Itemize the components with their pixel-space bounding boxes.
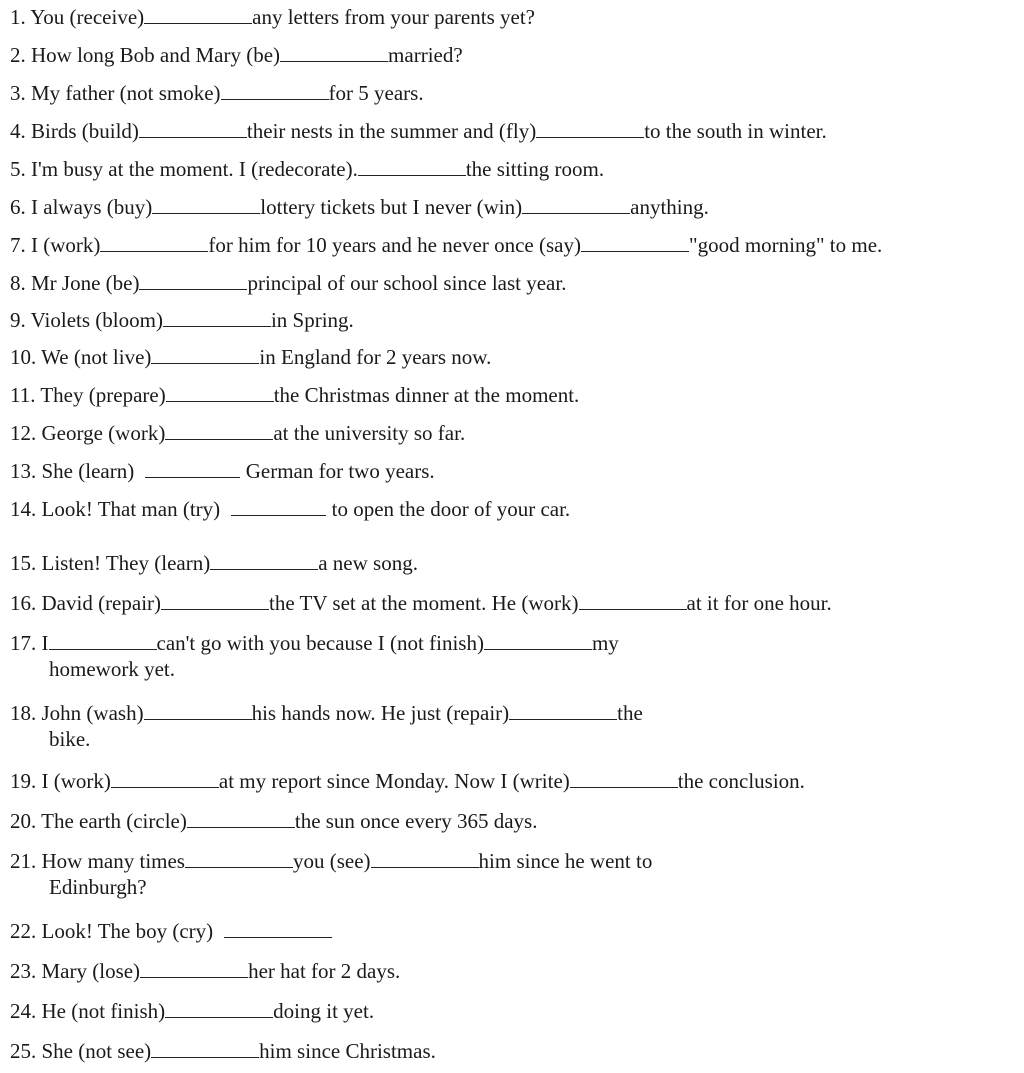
question-continuation: Edinburgh? (49, 875, 147, 899)
answer-blank[interactable] (358, 158, 466, 176)
answer-blank[interactable] (581, 234, 689, 252)
question-number: 25. (10, 1039, 37, 1063)
answer-blank[interactable] (484, 632, 592, 650)
question-continuation: homework yet. (49, 657, 175, 681)
question-number: 13. (10, 459, 37, 483)
question-20: 20. The earth (circle) the sun once every 365 days. (10, 809, 538, 833)
question-number: 3. (10, 81, 26, 105)
answer-blank[interactable] (100, 234, 208, 252)
question-number: 24. (10, 999, 37, 1023)
question-4: 4. Birds (build) their nests in the summer and (fly) to the south in winter. (10, 119, 827, 143)
question-number: 6. (10, 195, 26, 219)
question-number: 22. (10, 919, 37, 943)
question-10: 10. We (not live) in England for 2 years now. (10, 345, 492, 369)
answer-blank[interactable] (522, 196, 630, 214)
question-1: 1. You (receive) any letters from your parents yet? (10, 5, 535, 29)
answer-blank[interactable] (165, 422, 273, 440)
question-continuation: bike. (49, 727, 91, 751)
answer-blank[interactable] (579, 592, 687, 610)
answer-blank[interactable] (371, 850, 479, 868)
answer-blank[interactable] (144, 702, 252, 720)
question-13: 13. She (learn) German for two years. (10, 459, 435, 483)
answer-blank[interactable] (280, 44, 388, 62)
answer-blank[interactable] (165, 1000, 273, 1018)
question-15: 15. Listen! They (learn) a new song. (10, 551, 418, 575)
question-number: 23. (10, 959, 37, 983)
answer-blank[interactable] (536, 120, 644, 138)
answer-blank[interactable] (221, 82, 329, 100)
question-9: 9. Violets (bloom) in Spring. (10, 308, 354, 332)
question-number: 20. (10, 809, 37, 833)
question-number: 5. (10, 157, 26, 181)
question-number: 10. (10, 345, 37, 369)
question-number: 18. (10, 701, 37, 725)
answer-blank[interactable] (509, 702, 617, 720)
question-16: 16. David (repair) the TV set at the moment. He (work) at it for one hour. (10, 591, 832, 615)
question-6: 6. I always (buy) lottery tickets but I never (win) anything. (10, 195, 709, 219)
question-11: 11. They (prepare) the Christmas dinner at the moment. (10, 383, 580, 407)
question-number: 8. (10, 271, 26, 295)
question-number: 21. (10, 849, 37, 873)
answer-blank[interactable] (152, 196, 260, 214)
question-number: 9. (10, 308, 26, 332)
answer-blank[interactable] (145, 460, 240, 478)
question-number: 11. (10, 383, 36, 407)
answer-blank[interactable] (111, 770, 219, 788)
question-number: 14. (10, 497, 37, 521)
question-3: 3. My father (not smoke) for 5 years. (10, 81, 424, 105)
answer-blank[interactable] (570, 770, 678, 788)
question-number: 12. (10, 421, 37, 445)
question-23: 23. Mary (lose) her hat for 2 days. (10, 959, 401, 983)
question-number: 1. (10, 5, 26, 29)
question-number: 4. (10, 119, 26, 143)
answer-blank[interactable] (166, 384, 274, 402)
answer-blank[interactable] (187, 810, 295, 828)
answer-blank[interactable] (185, 850, 293, 868)
question-7: 7. I (work) for him for 10 years and he never once (say) "good morning" to me. (10, 233, 883, 257)
answer-blank[interactable] (139, 272, 247, 290)
answer-blank[interactable] (151, 1040, 259, 1058)
answer-blank[interactable] (151, 346, 259, 364)
answer-blank[interactable] (210, 552, 318, 570)
question-5: 5. I'm busy at the moment. I (redecorate). the sitting room. (10, 157, 605, 181)
question-number: 17. (10, 631, 37, 655)
answer-blank[interactable] (161, 592, 269, 610)
question-number: 7. (10, 233, 26, 257)
question-number: 2. (10, 43, 26, 67)
question-2: 2. How long Bob and Mary (be) married? (10, 43, 463, 67)
answer-blank[interactable] (231, 498, 326, 516)
question-22: 22. Look! The boy (cry) (10, 918, 1015, 944)
answer-blank[interactable] (163, 309, 271, 327)
question-24: 24. He (not finish) doing it yet. (10, 999, 375, 1023)
answer-blank[interactable] (144, 6, 252, 24)
question-number: 19. (10, 769, 37, 793)
question-17: 17. I can't go with you because I (not finish) my homework yet. (10, 630, 1015, 682)
question-19: 19. I (work) at my report since Monday. Now I (write) the conclusion. (10, 769, 805, 793)
question-18: 18. John (wash) his hands now. He just (repair) the bike. (10, 700, 1015, 752)
question-number: 15. (10, 551, 37, 575)
answer-blank[interactable] (140, 960, 248, 978)
question-12: 12. George (work) at the university so far. (10, 421, 466, 445)
answer-blank[interactable] (224, 920, 332, 938)
answer-blank[interactable] (49, 632, 157, 650)
question-21: 21. How many times you (see) him since he went to Edinburgh? (10, 848, 1015, 900)
question-number: 16. (10, 591, 37, 615)
answer-blank[interactable] (139, 120, 247, 138)
question-25: 25. She (not see) him since Christmas. (10, 1039, 436, 1063)
question-8: 8. Mr Jone (be) principal of our school since last year. (10, 271, 567, 295)
question-14: 14. Look! That man (try) to open the door of your car. (10, 497, 571, 521)
